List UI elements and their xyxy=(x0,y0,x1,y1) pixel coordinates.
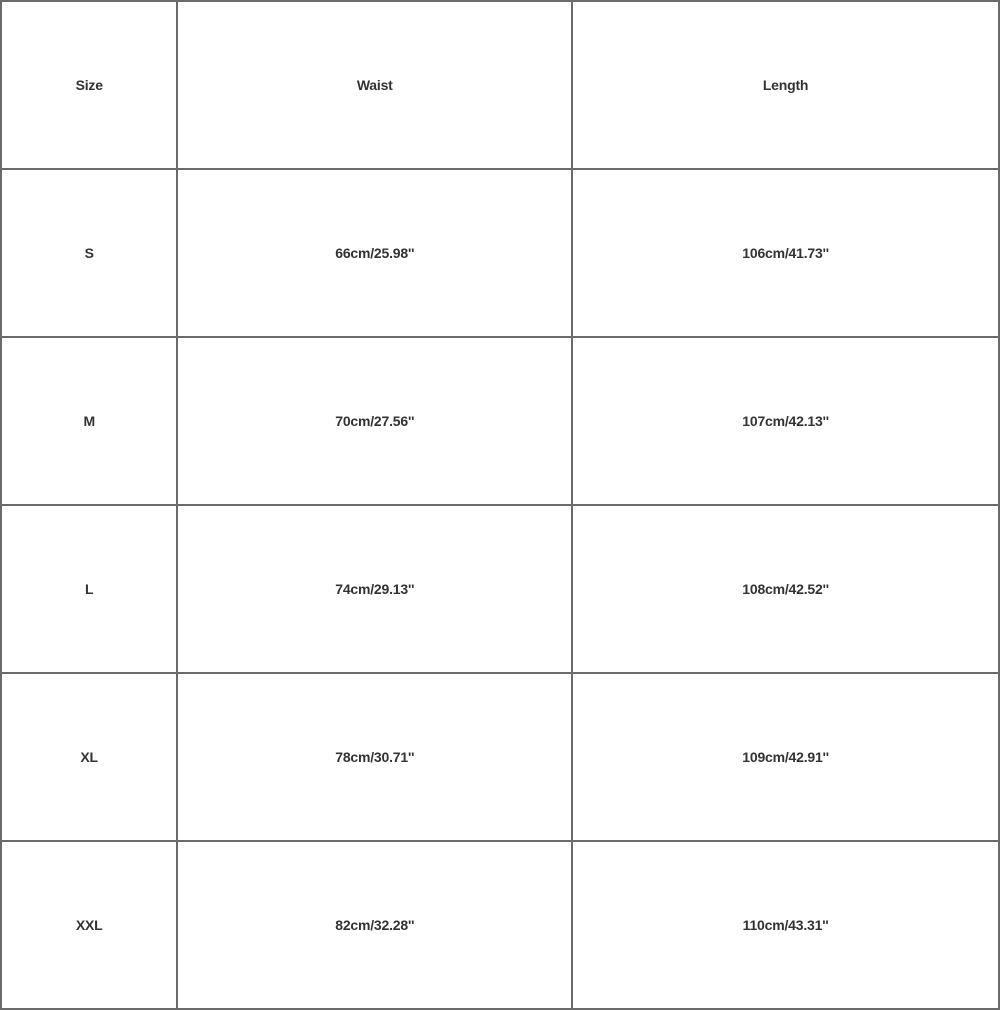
cell-size: XL xyxy=(1,673,177,841)
cell-length: 108cm/42.52'' xyxy=(572,505,999,673)
table-row xyxy=(1,169,999,337)
cell-waist: 78cm/30.71'' xyxy=(177,673,572,841)
cell-waist: 82cm/32.28'' xyxy=(177,841,572,1009)
header-length: Length xyxy=(572,1,999,169)
cell-size: L xyxy=(1,505,177,673)
header-row xyxy=(1,1,999,169)
header-size: Size xyxy=(1,1,177,169)
cell-waist: 70cm/27.56'' xyxy=(177,337,572,505)
cell-length: 106cm/41.73'' xyxy=(572,169,999,337)
cell-size: XXL xyxy=(1,841,177,1009)
table-row xyxy=(1,505,999,673)
cell-waist: 66cm/25.98'' xyxy=(177,169,572,337)
cell-length: 107cm/42.13'' xyxy=(572,337,999,505)
cell-length: 109cm/42.91'' xyxy=(572,673,999,841)
cell-size: M xyxy=(1,337,177,505)
table-header xyxy=(1,1,999,169)
cell-waist: 74cm/29.13'' xyxy=(177,505,572,673)
table-body xyxy=(1,169,999,1009)
cell-size: S xyxy=(1,169,177,337)
cell-length: 110cm/43.31'' xyxy=(572,841,999,1009)
table-row xyxy=(1,337,999,505)
header-waist: Waist xyxy=(177,1,572,169)
table-row xyxy=(1,673,999,841)
table-row xyxy=(1,841,999,1009)
